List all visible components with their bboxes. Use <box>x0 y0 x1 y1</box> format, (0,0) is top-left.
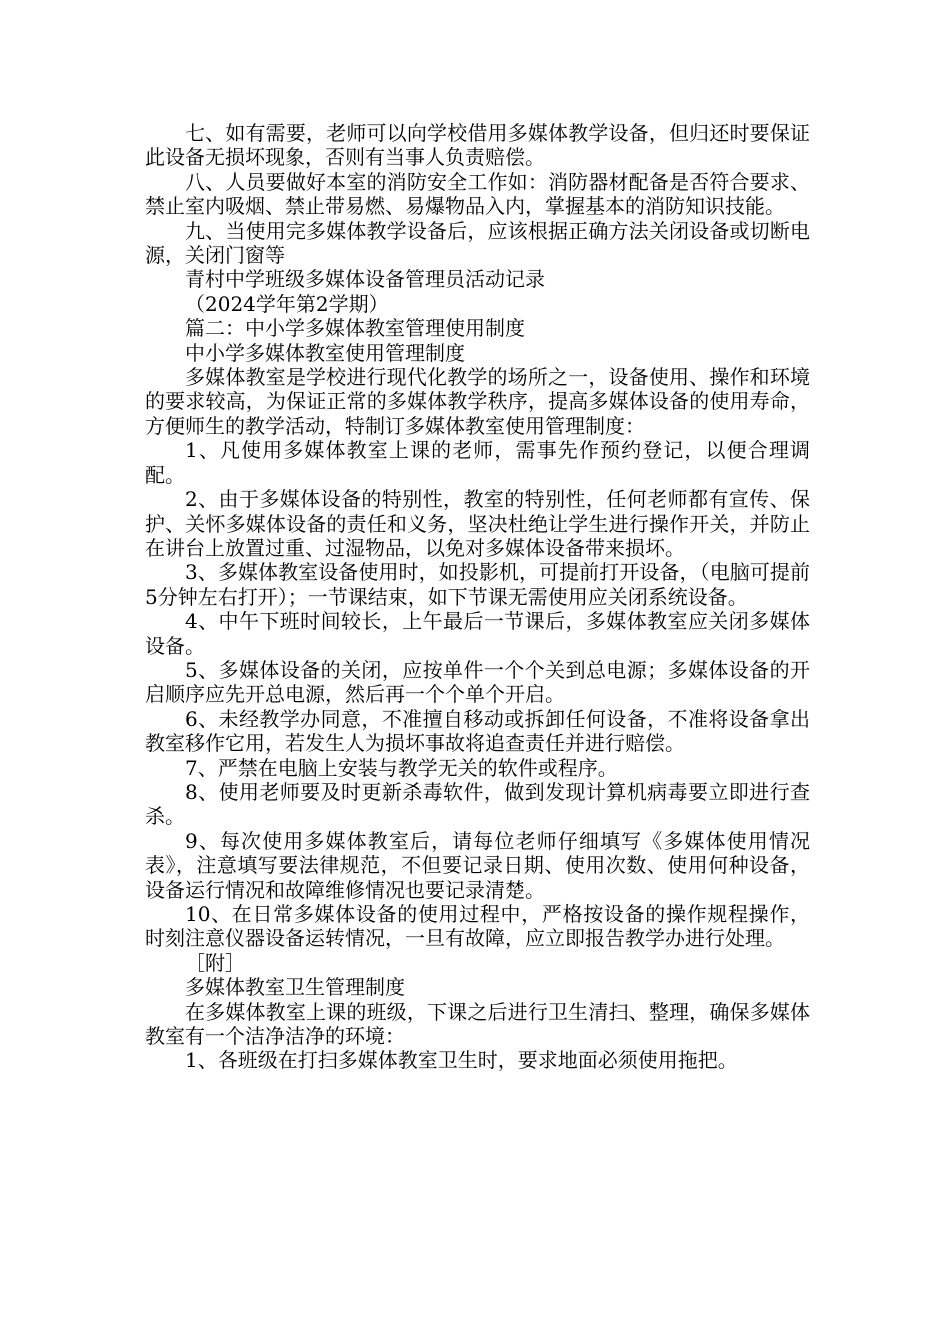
rule-item-2: 2、由于多媒体设备的特别性，教室的特别性，任何老师都有宣传、保护、关怀多媒体设备的责任和义务，坚决杜绝让学生进行操作开关，并防止在讲台上放置过重、过湿物品，以免对多媒体设备带来损坏。 <box>145 487 810 560</box>
rule-item-1: 1、凡使用多媒体教室上课的老师，需事先作预约登记，以便合理调配。 <box>145 438 810 487</box>
paragraph-item-7-return-equipment: 七、如有需要，老师可以向学校借用多媒体教学设备，但归还时要保证此设备无损坏现象，否则有当事人负责赔偿。 <box>145 121 810 170</box>
rule-item-7: 7、严禁在电脑上安装与教学无关的软件或程序。 <box>185 755 618 780</box>
rule-item-8: 8、使用老师要及时更新杀毒软件，做到发现计算机病毒要立即进行查杀。 <box>145 779 810 829</box>
paragraph-item-9-power-off: 九、当使用完多媒体教学设备后，应该根据正确方法关闭设备或切断电源，关闭门窗等 <box>145 218 810 268</box>
rule-item-6: 6、未经教学办同意，不准擅自移动或拆卸任何设备，不准将设备拿出教室移作它用，若发生人为损坏事故将追查责任并进行赔偿。 <box>145 706 810 756</box>
rule-item-10: 10、在日常多媒体设备的使用过程中，严格按设备的操作规程操作，时刻注意仪器设备运转情况，一旦有故障，应立即报告教学办进行处理。 <box>145 902 810 951</box>
rules-title: 中小学多媒体教室使用管理制度 <box>185 340 465 365</box>
record-term: （2024学年第2学期） <box>185 291 389 316</box>
hygiene-title: 多媒体教室卫生管理制度 <box>185 975 405 1000</box>
rule-item-4: 4、中午下班时间较长，上午最后一节课后，多媒体教室应关闭多媒体设备。 <box>145 609 810 658</box>
hygiene-item-1: 1、各班级在打扫多媒体教室卫生时，要求地面必须使用拖把。 <box>185 1048 738 1073</box>
record-title: 青村中学班级多媒体设备管理员活动记录 <box>185 267 545 292</box>
rule-item-5: 5、多媒体设备的关闭，应按单件一个个关到总电源；多媒体设备的开启顺序应先开总电源，然后再一个个单个开启。 <box>145 657 810 707</box>
paragraph-item-8-fire-safety: 八、人员要做好本室的消防安全工作如：消防器材配备是否符合要求、禁止室内吸烟、禁止带易燃、易爆物品入内，掌握基本的消防知识技能。 <box>145 169 810 219</box>
rules-intro: 多媒体教室是学校进行现代化教学的场所之一，设备使用、操作和环境的要求较高，为保证正常的多媒体教学秩序，提高多媒体设备的使用寿命，方便师生的教学活动，特制订多媒体教室使用管理制度： <box>145 365 810 438</box>
rule-item-3: 3、多媒体教室设备使用时，如投影机，可提前打开设备，（电脑可提前5分钟左右打开）；一节课结束，如下节课无需使用应关闭系统设备。 <box>145 560 810 609</box>
appendix-label: ［附］ <box>185 950 245 975</box>
rule-item-9: 9、每次使用多媒体教室后，请每位老师仔细填写《多媒体使用情况表》，注意填写要法律规范，不但要记录日期、使用次数、使用何种设备，设备运行情况和故障维修情况也要记录清楚。 <box>145 828 810 902</box>
hygiene-intro: 在多媒体教室上课的班级，下课之后进行卫生清扫、整理，确保多媒体教室有一个洁净洁净的环境： <box>145 999 810 1049</box>
section-heading: 篇二：中小学多媒体教室管理使用制度 <box>185 316 525 341</box>
document-page <box>145 121 810 1073</box>
